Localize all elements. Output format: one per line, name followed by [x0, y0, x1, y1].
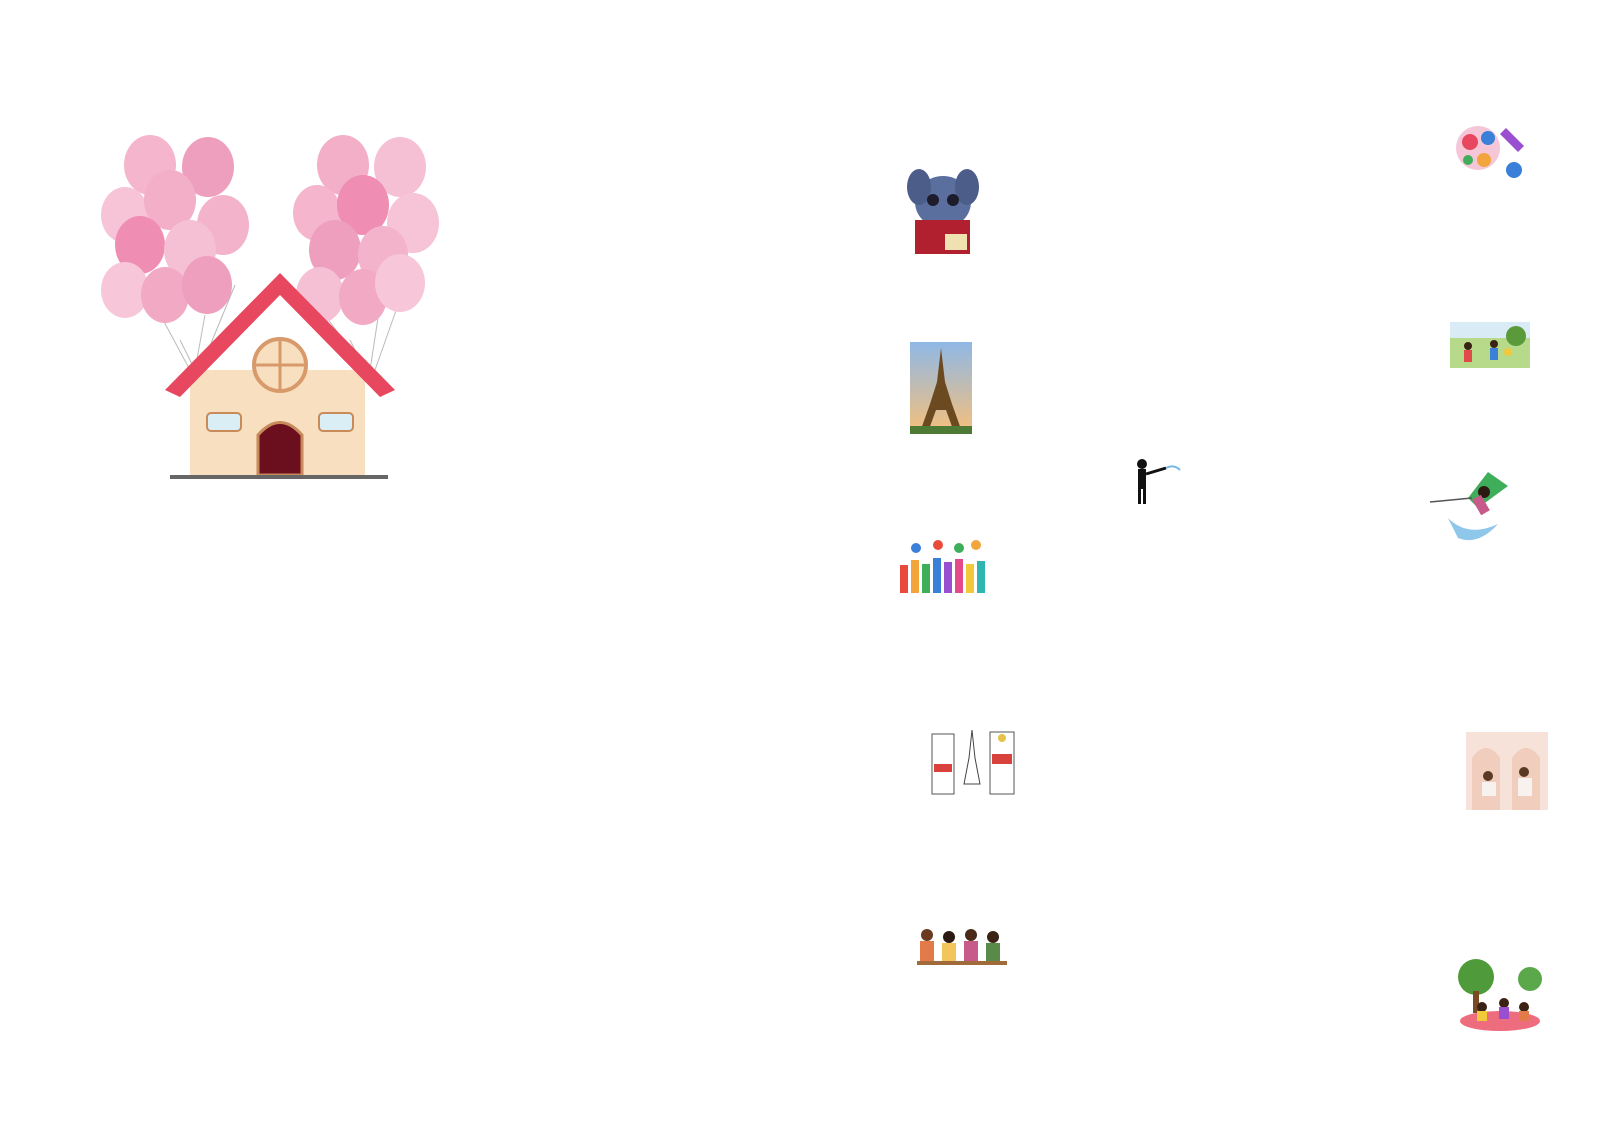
- picnic-image: [1448, 955, 1548, 1037]
- stitch-movie-image: [905, 162, 980, 254]
- wakeboard-rider-image: [1428, 468, 1518, 546]
- raised-hands-icon: [896, 540, 988, 595]
- balloon-house-illustration: [95, 125, 455, 495]
- pink-balloons-right: [293, 135, 439, 325]
- kids-park-image: [1450, 322, 1530, 368]
- month-year-title: [70, 585, 490, 815]
- eiffel-tower-image: [910, 342, 972, 434]
- hammam-spa-image: [1466, 732, 1548, 810]
- pink-balloons-left: [101, 135, 249, 323]
- paint-splash-icon: [1448, 118, 1530, 188]
- paris-street-sketch-image: [930, 724, 1015, 802]
- rainbow-border-bottom: [0, 1072, 1600, 1131]
- women-meeting-image: [915, 925, 1010, 973]
- water-splash-figure-icon: [1132, 456, 1182, 506]
- balloon-border-top: [0, 0, 1600, 58]
